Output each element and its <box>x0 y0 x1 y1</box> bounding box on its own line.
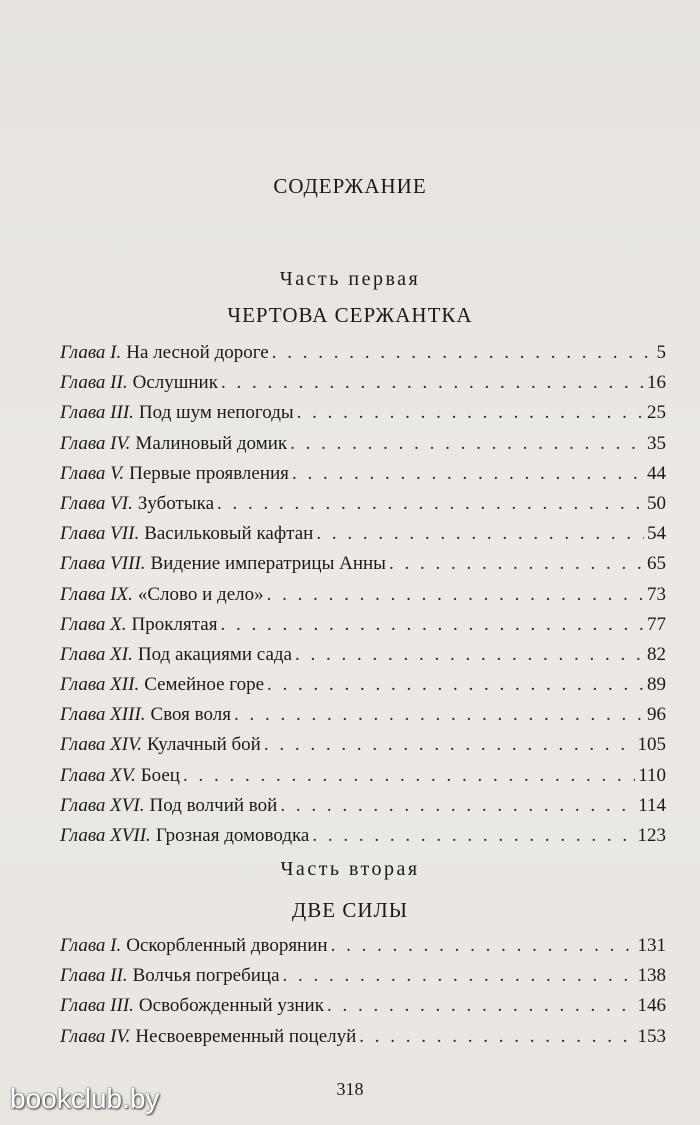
chapter-number: Глава XIV. <box>60 734 143 756</box>
dot-leader <box>283 965 635 987</box>
toc-entry <box>60 674 666 704</box>
toc-entry <box>60 523 666 553</box>
dot-leader <box>221 372 644 394</box>
toc-entry <box>60 734 666 764</box>
part-1-chapter-list <box>60 342 666 855</box>
part-1-title: ЧЕРТОВА СЕРЖАНТКА <box>227 303 473 327</box>
chapter-number: Глава XII. <box>60 674 140 696</box>
toc-entry <box>60 644 666 674</box>
chapter-number: Глава VII. <box>60 523 140 545</box>
toc-entry <box>60 704 666 734</box>
chapter-page-number: 138 <box>637 965 666 987</box>
dot-leader <box>217 493 644 515</box>
dot-leader <box>316 523 644 545</box>
toc-entry <box>60 493 666 523</box>
chapter-title: Семейное горе <box>144 674 265 696</box>
dot-leader <box>297 402 644 424</box>
toc-entry <box>60 553 666 583</box>
chapter-page-number: 96 <box>647 704 666 726</box>
chapter-page-number: 50 <box>647 492 666 514</box>
dot-leader <box>290 433 644 455</box>
chapter-page-number: 146 <box>637 995 666 1017</box>
chapter-page-number: 5 <box>656 342 666 363</box>
chapter-title: Своя воля <box>150 704 231 726</box>
dot-leader <box>272 342 654 364</box>
chapter-page-number: 73 <box>647 583 666 605</box>
toc-entry <box>60 935 666 965</box>
chapter-title: Волчья погребица <box>132 965 280 987</box>
dot-leader <box>292 463 644 485</box>
chapter-number: Глава XIII. <box>60 704 146 726</box>
chapter-number: Глава VI. <box>60 492 133 514</box>
toc-entry <box>60 765 666 795</box>
chapter-title: Под шум непогоды <box>138 402 294 424</box>
part-2-chapter-list <box>60 935 666 1056</box>
chapter-title: Несвоевременный поцелуй <box>135 1025 357 1047</box>
chapter-page-number: 35 <box>647 432 666 454</box>
chapter-page-number: 153 <box>637 1025 666 1047</box>
chapter-page-number: 110 <box>638 764 666 786</box>
chapter-number: Глава XV. <box>60 764 136 786</box>
chapter-page-number: 16 <box>647 372 666 394</box>
toc-entry <box>60 372 666 402</box>
dot-leader <box>312 825 634 847</box>
dot-leader <box>220 614 644 636</box>
chapter-title: Первые проявления <box>129 462 289 484</box>
chapter-number: Глава XVII. <box>60 825 151 846</box>
chapter-title: Грозная домоводка <box>155 825 310 846</box>
chapter-page-number: 82 <box>647 643 666 665</box>
page-number: 318 <box>336 1079 364 1099</box>
toc-entry <box>60 342 666 372</box>
chapter-page-number: 89 <box>647 674 666 696</box>
toc-entry <box>60 402 666 432</box>
part-2-label: Часть вторая <box>280 858 420 880</box>
part-2-title: ДВЕ СИЛЫ <box>291 898 409 922</box>
dot-leader <box>327 995 635 1017</box>
chapter-title: Малиновый домик <box>135 432 288 454</box>
chapter-number: Глава I. <box>60 935 122 956</box>
chapter-page-number: 123 <box>637 825 666 846</box>
dot-leader <box>264 734 635 756</box>
chapter-title: Освобожденный узник <box>138 995 324 1017</box>
chapter-title: Под акациями сада <box>137 643 292 665</box>
chapter-title: Боец <box>140 764 180 786</box>
chapter-page-number: 54 <box>647 523 666 545</box>
chapter-number: Глава III. <box>60 402 134 424</box>
chapter-title: Васильковый кафтан <box>144 523 314 545</box>
toc-entry <box>60 795 666 825</box>
chapter-number: Глава III. <box>60 995 134 1017</box>
dot-leader <box>280 795 635 817</box>
toc-entry <box>60 584 666 614</box>
chapter-title: Оскорбленный дворянин <box>126 935 328 956</box>
dot-leader <box>331 935 635 957</box>
dot-leader <box>267 584 644 606</box>
chapter-title: На лесной дороге <box>126 342 269 363</box>
dot-leader <box>234 704 644 726</box>
chapter-number: Глава V. <box>60 462 125 484</box>
toc-entry <box>60 1026 666 1056</box>
chapter-title: Зуботыка <box>137 492 215 514</box>
toc-entry <box>60 995 666 1025</box>
chapter-number: Глава VIII. <box>60 553 146 575</box>
chapter-title: Под волчий вой <box>149 794 278 816</box>
chapter-page-number: 65 <box>647 553 666 575</box>
chapter-number: Глава IX. <box>60 583 133 605</box>
dot-leader <box>295 644 644 666</box>
toc-entry <box>60 965 666 995</box>
toc-entry <box>60 825 666 855</box>
chapter-page-number: 131 <box>637 935 666 956</box>
chapter-number: Глава XI. <box>60 643 133 665</box>
chapter-page-number: 77 <box>647 613 666 635</box>
chapter-title: Видение императрицы Анны <box>150 553 386 575</box>
chapter-number: Глава II. <box>60 372 128 394</box>
toc-entry <box>60 433 666 463</box>
dot-leader <box>183 765 635 787</box>
toc-entry <box>60 614 666 644</box>
chapter-title: «Слово и дело» <box>137 583 264 605</box>
chapter-number: Глава X. <box>60 613 127 635</box>
toc-entry <box>60 463 666 493</box>
dot-leader <box>359 1026 634 1048</box>
chapter-number: Глава IV. <box>60 1025 131 1047</box>
chapter-page-number: 44 <box>647 462 666 484</box>
chapter-title: Проклятая <box>131 613 218 635</box>
site-watermark: bookclub.by <box>10 1083 160 1114</box>
part-1-label: Часть первая <box>279 268 421 290</box>
chapter-page-number: 25 <box>647 402 666 424</box>
chapter-number: Глава II. <box>60 965 128 987</box>
chapter-number: Глава I. <box>60 342 122 363</box>
chapter-page-number: 105 <box>637 734 666 756</box>
chapter-number: Глава IV. <box>60 432 131 454</box>
dot-leader <box>389 553 644 575</box>
toc-title: СОДЕРЖАНИЕ <box>273 174 427 198</box>
dot-leader <box>267 674 644 696</box>
chapter-number: Глава XVI. <box>60 794 145 816</box>
chapter-page-number: 114 <box>638 794 666 816</box>
chapter-title: Кулачный бой <box>147 734 261 756</box>
chapter-title: Ослушник <box>132 372 218 394</box>
